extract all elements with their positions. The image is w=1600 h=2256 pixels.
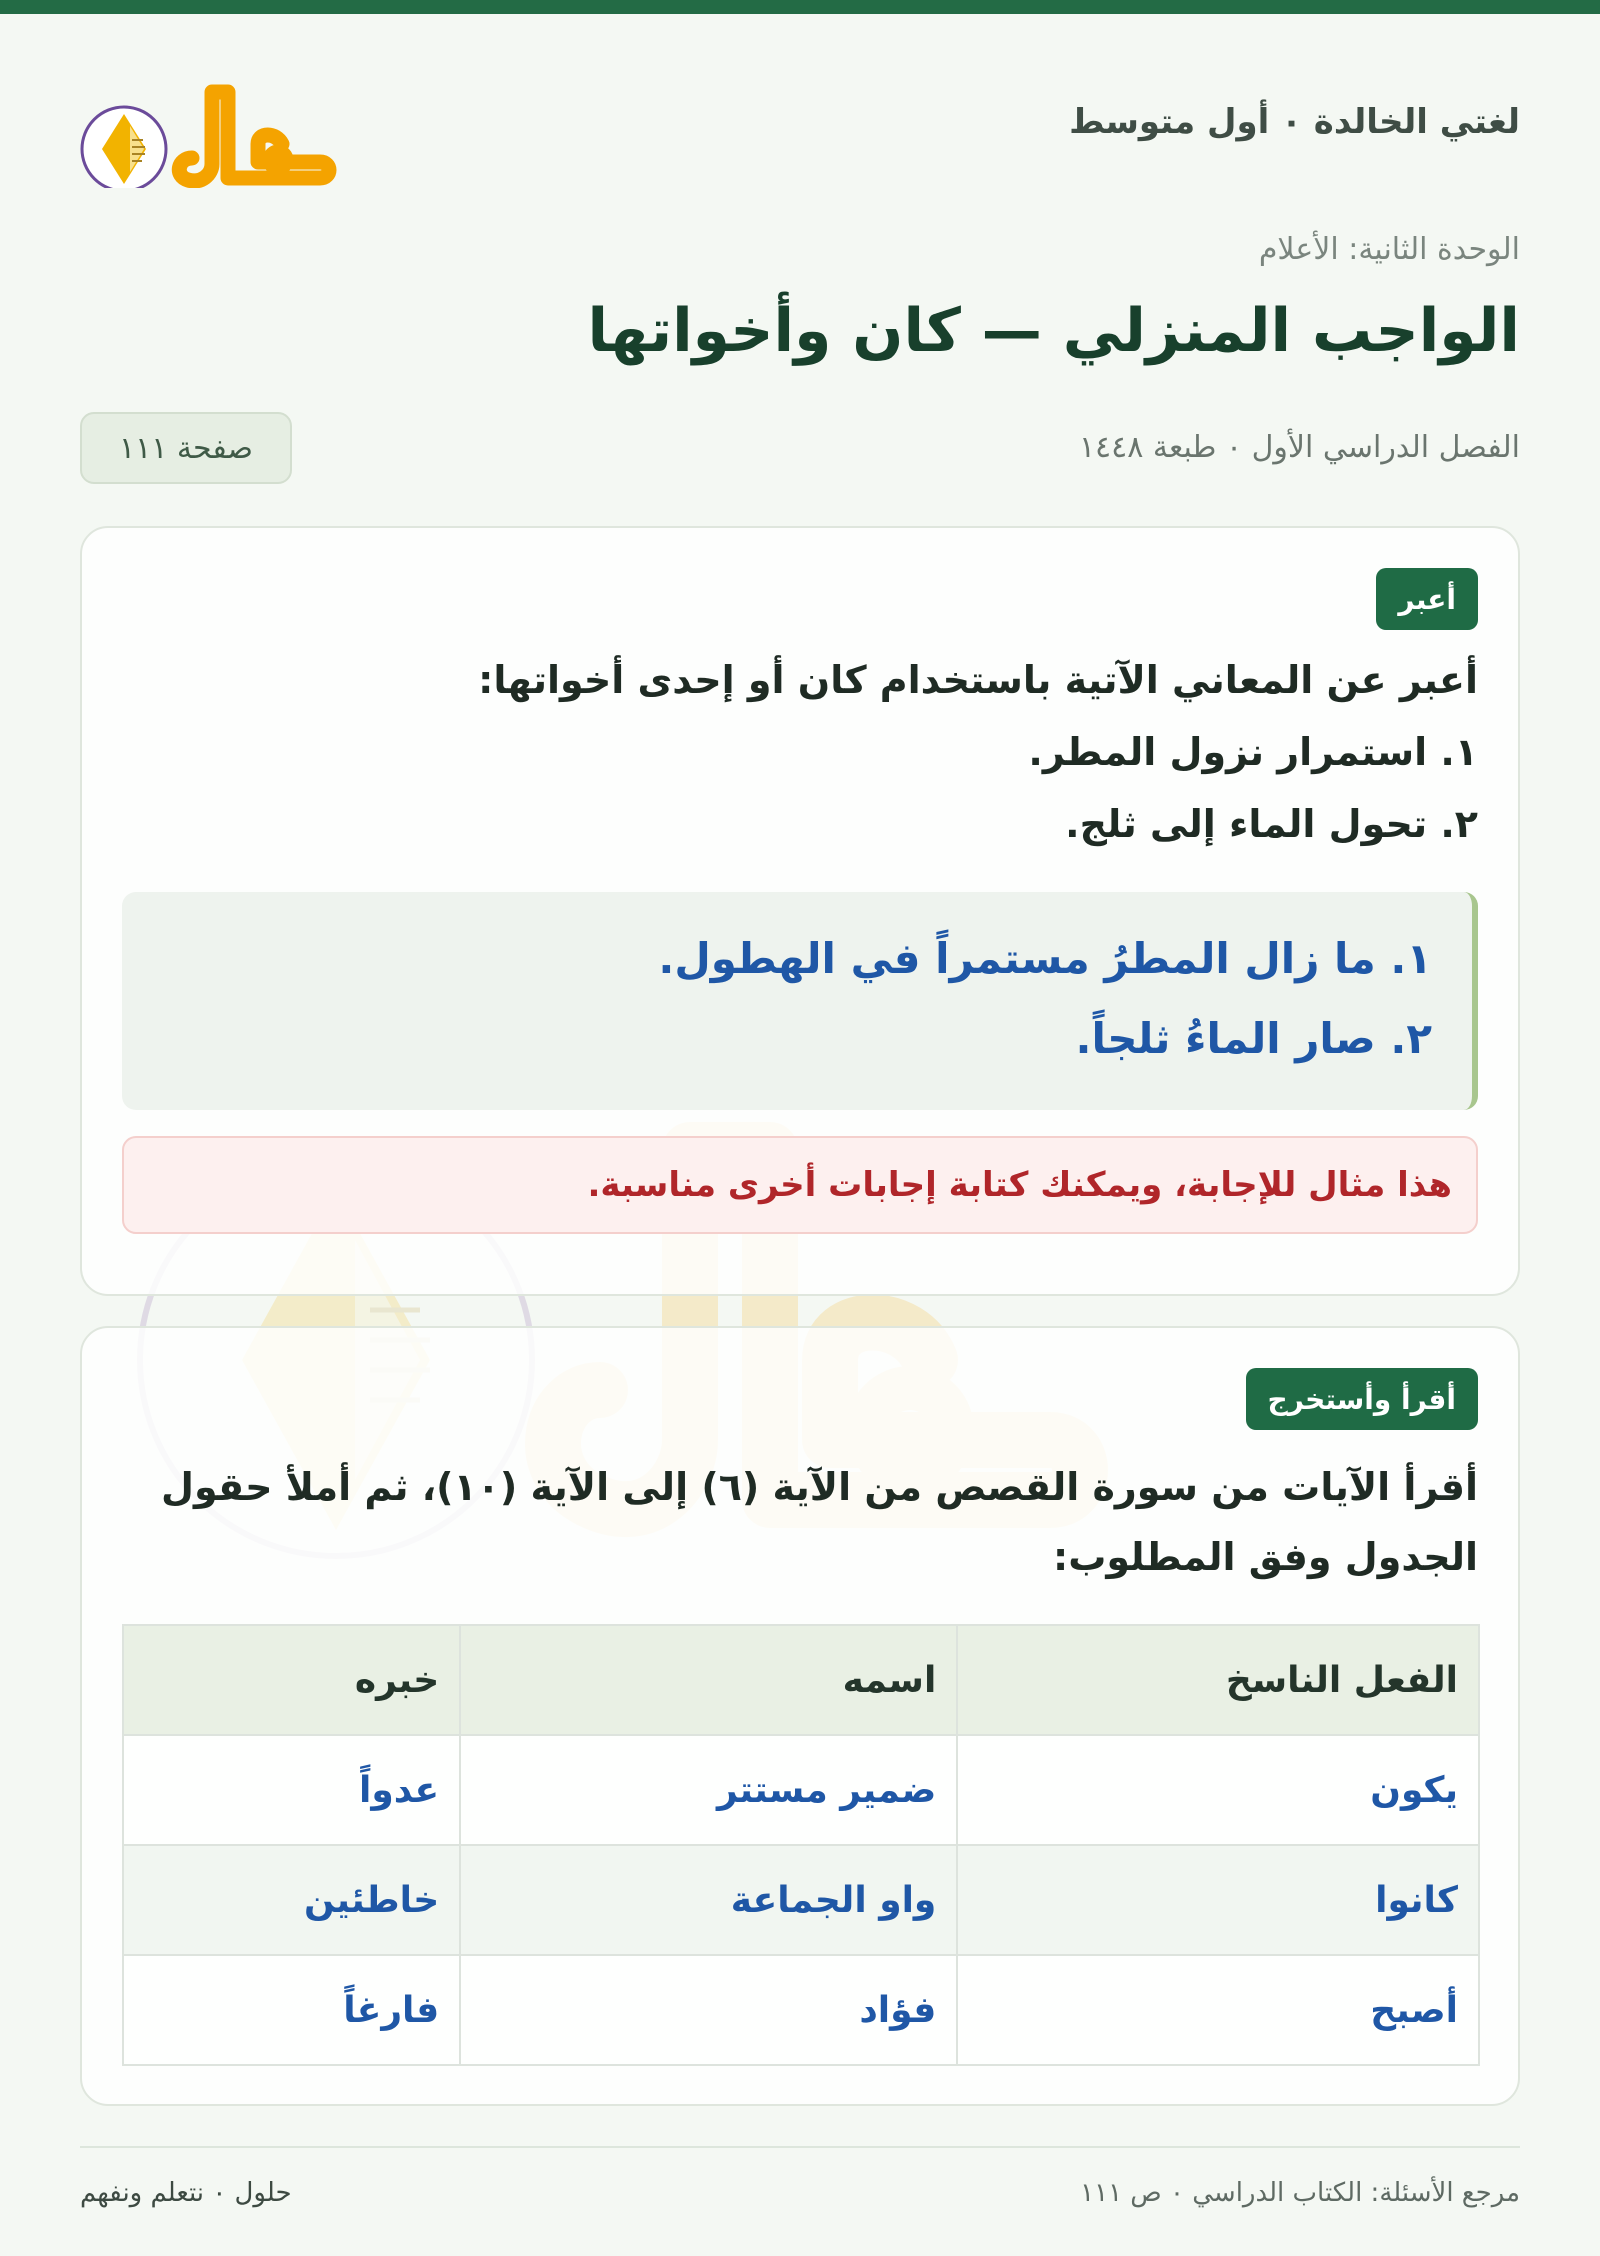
page-number-badge: صفحة ١١١ <box>80 412 292 484</box>
note-box: هذا مثال للإجابة، ويمكنك كتابة إجابات أخرى مناسبة. <box>122 1136 1478 1234</box>
answer-item: ٢. صار الماءُ ثلجاً. <box>1075 1014 1432 1063</box>
answer-box <box>122 892 1478 1110</box>
table-row <box>123 1845 1479 1955</box>
footer-slogan: حلول ٠ نتعلم ونفهم <box>80 2178 292 2208</box>
page-header <box>80 60 1520 200</box>
table-cell: ضمير مستتر <box>460 1735 957 1845</box>
read-extract-section-card <box>80 1326 1520 2106</box>
table-cell: فؤاد <box>460 1955 957 2065</box>
table-row <box>123 1735 1479 1845</box>
question-text: أعبر عن المعاني الآتية باستخدام كان أو إحدى أخواتها: <box>478 658 1478 702</box>
table-cell: عدواً <box>123 1735 460 1845</box>
answer-item: ١. ما زال المطرُ مستمراً في الهطول. <box>658 934 1432 983</box>
section-tag: أعبر <box>1376 568 1478 630</box>
table-cell: كانوا <box>957 1845 1479 1955</box>
section-tag: أقرأ وأستخرج <box>1246 1368 1478 1430</box>
column-header: خبره <box>123 1625 460 1735</box>
express-section-card <box>80 526 1520 1296</box>
column-header: الفعل الناسخ <box>957 1625 1479 1735</box>
footer-divider <box>80 2146 1520 2148</box>
footer-reference: مرجع الأسئلة: الكتاب الدراسي ٠ ص ١١١ <box>1080 2178 1520 2208</box>
table-cell: أصبح <box>957 1955 1479 2065</box>
brand-logo[interactable] <box>80 78 380 188</box>
instruction-text: أقرأ الآيات من سورة القصص من الآية (٦) إلى الآية (١٠)، ثم أملأ حقول الجدول وفق المطلوب: <box>161 1465 1478 1579</box>
semester-info: الفصل الدراسي الأول ٠ طبعة ١٤٤٨ <box>1078 430 1520 465</box>
table-header-row <box>123 1625 1479 1735</box>
question-item: ١. استمرار نزول المطر. <box>1028 730 1478 774</box>
table-cell: يكون <box>957 1735 1479 1845</box>
book-title: لغتي الخالدة ٠ أول متوسط <box>1069 102 1520 142</box>
table-row <box>123 1955 1479 2065</box>
table-cell: خاطئين <box>123 1845 460 1955</box>
top-accent-bar <box>0 0 1600 14</box>
page-title: الواجب المنزلي — كان وأخواتها <box>587 296 1520 366</box>
question-item: ٢. تحول الماء إلى ثلج. <box>1065 802 1478 846</box>
answers-table <box>122 1624 1480 2066</box>
unit-label: الوحدة الثانية: الأعلام <box>1258 232 1520 267</box>
table-cell: واو الجماعة <box>460 1845 957 1955</box>
table-cell: فارغاً <box>123 1955 460 2065</box>
column-header: اسمه <box>460 1625 957 1735</box>
